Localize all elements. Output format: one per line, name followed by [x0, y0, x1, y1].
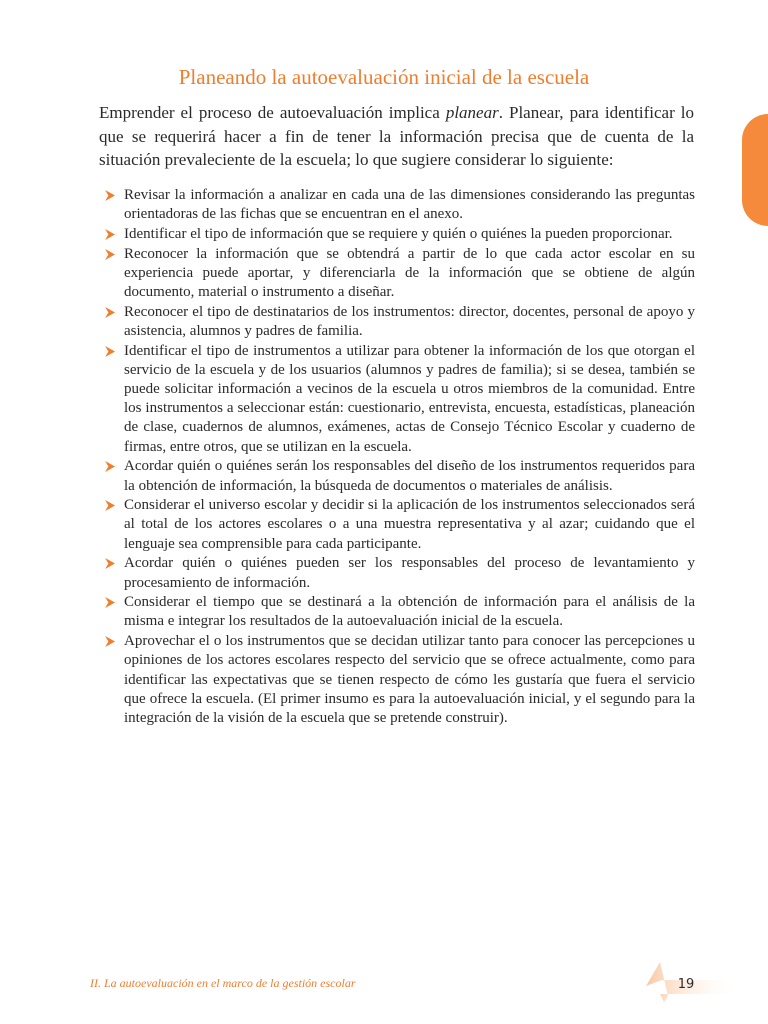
chevron-right-icon [104, 249, 115, 260]
chevron-right-icon [104, 307, 115, 318]
bullet-item [124, 303, 695, 341]
bullet-text: Reconocer el tipo de destinatarios de los instrumentos: director, docentes, personal de apoyo y asistencia, alumnos y padres de familia. [124, 303, 695, 339]
intro-paragraph [99, 101, 694, 172]
intro-text-before: Emprender el proceso de autoevaluación implica [99, 103, 446, 122]
bullet-item [124, 632, 695, 728]
bullet-text: Considerar el universo escolar y decidir si la aplicación de los instrumentos seleccionados será al total de los actores escolares o a una muestra representativa y al azar; cuidando que el lenguaje sea comprensible para cada participante. [124, 497, 695, 552]
bullet-item [124, 245, 695, 303]
bullet-text: Aprovechar el o los instrumentos que se decidan utilizar tanto para conocer las percepciones u opiniones de los actores escolares respecto del servicio que se ofrece actualmente, como para identificar las expectativas que se tienen respecto de cómo les gustaría que fuera el servicio que ofrece la escuela. (El primer insumo es para la autoevaluación inicial, y el segundo para la integración de la visión de la escuela que se pretende construir). [124, 633, 695, 726]
chevron-right-icon [104, 461, 115, 472]
footer-section-title: II. La autoevaluación en el marco de la gestión escolar [90, 976, 356, 990]
intro-text-after: . Planear, para identificar lo que se requerirá hacer a fin de tener la información precisa que de cuenta de la situación prevaleciente de la escuela; lo que sugiere considerar lo siguiente: [99, 103, 694, 169]
page-title: Planeando la autoevaluación inicial de la escuela [178, 65, 590, 89]
chapter-side-tab [742, 114, 768, 226]
bullet-item [124, 186, 695, 224]
chevron-right-icon [104, 229, 115, 240]
bullet-list [124, 186, 695, 729]
bullet-item [124, 593, 695, 631]
chevron-right-icon [104, 190, 115, 201]
bullet-item [124, 225, 695, 244]
chevron-right-icon [104, 597, 115, 608]
bullet-item [124, 554, 695, 592]
bullet-text: Acordar quién o quiénes serán los responsables del diseño de los instrumentos requeridos para la obtención de información, la búsqueda de documentos o materiales de análisis. [124, 458, 695, 494]
bullet-text: Revisar la información a analizar en cada una de las dimensiones considerando las preguntas orientadoras de las fichas que se encuentran en el anexo. [124, 187, 695, 223]
chevron-right-icon [104, 636, 115, 647]
chevron-right-icon [104, 500, 115, 511]
bullet-item [124, 496, 695, 554]
bullet-item [124, 342, 695, 457]
bullet-item [124, 457, 695, 495]
intro-emphasis: planear [445, 103, 499, 122]
bullet-text: Reconocer la información que se obtendrá a partir de lo que cada actor escolar en su experiencia puede aportar, y diferenciarla de la información que se obtiene de algún documento, material o instrumento a diseñar. [124, 245, 695, 301]
chevron-right-icon [104, 346, 115, 357]
page-number: 19 [677, 977, 695, 992]
chevron-right-icon [104, 558, 115, 569]
bullet-text: Identificar el tipo de información que se requiere y quién o quiénes la pueden proporcionar. [124, 225, 673, 242]
bullet-text: Considerar el tiempo que se destinará a la obtención de información para el análisis de la misma e integrar los resultados de la autoevaluación inicial de la escuela. [124, 594, 695, 630]
bullet-text: Identificar el tipo de instrumentos a utilizar para obtener la información de los que otorgan el servicio de la escuela y de los usuarios (alumnos y padres de familia); si se desea, también se puede solicitar información a vecinos de la escuela u otros miembros de la comunidad. Entre los instrumentos a seleccionar están: cuestionario, entrevista, encuesta, estadísticas, planeación de clase, cuadernos de alumnos, exámenes, actas de Consejo Técnico Escolar y cuaderno de firmas, entre otros, que se utilizan en la escuela. [124, 342, 695, 455]
bullet-text: Acordar quién o quiénes pueden ser los responsables del proceso de levantamiento y procesamiento de información. [124, 555, 695, 591]
